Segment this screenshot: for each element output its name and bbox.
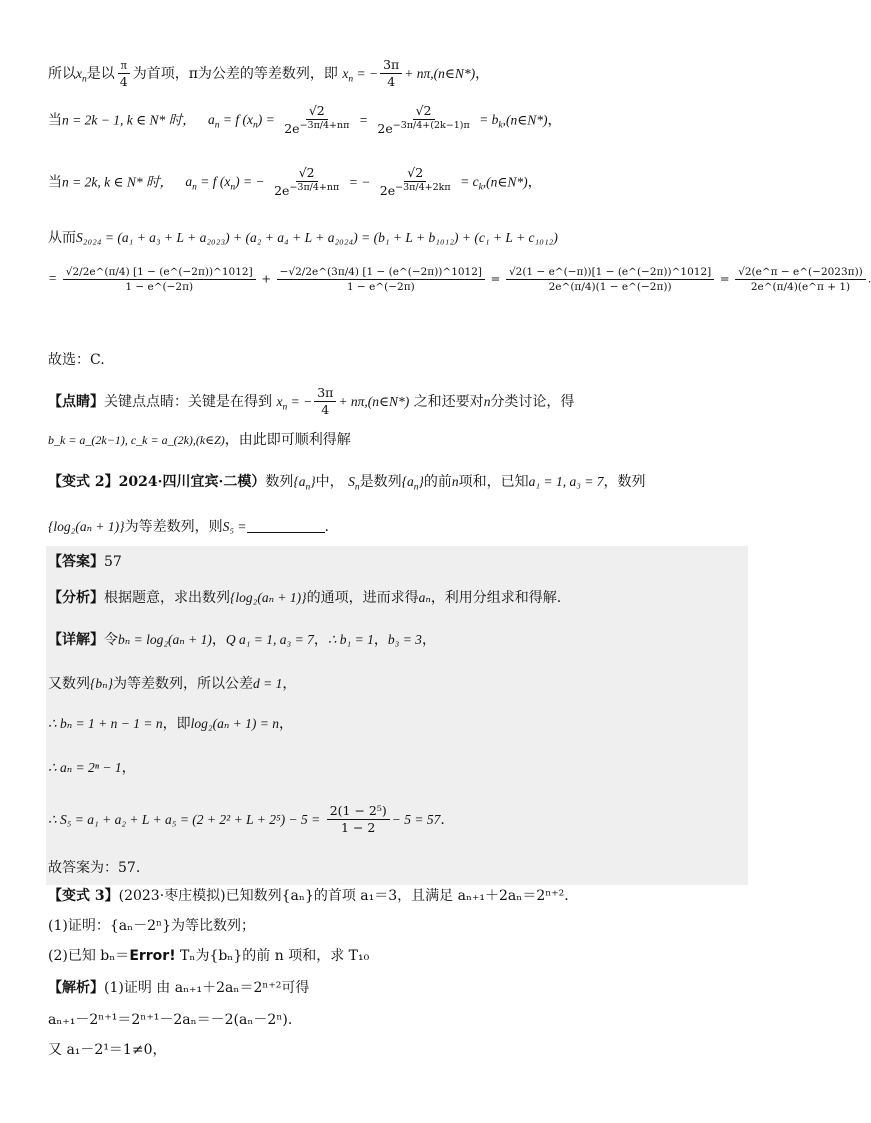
text-line-10: {log₂(aₙ + 1)}为等差数列，则S₅ = . [48, 519, 329, 535]
text-line-18: 故答案为：57. [48, 860, 141, 876]
text-line-20: (1)证明：{aₙ－2ⁿ}为等比数列； [48, 918, 256, 934]
text-line-16: ∴ aₙ = 2ⁿ − 1， [48, 760, 136, 776]
text-line-3: 当n = 2k, k ∈ N* 时， $a_n = f$ $(x_n)$ = − $\frac{√2}{2e^{-3\pi/4+n\pi}}$ = − $\frac{√2}{2e^{-3\pi/4+2k\pi}}$ = $c_k,(n\in N*)$， [48, 165, 542, 199]
text-line-14: 又数列{bₙ}为等差数列，所以公差d = 1， [48, 676, 297, 692]
text-line-15: ∴ bₙ = 1 + n − 1 = n，即log₂(aₙ + 1) = n， [48, 716, 294, 732]
text-line-5: = $\frac{√2/2e\^{}(\pi/4) [1 - (e\^{}(-2\pi))\^{}1012]}{1 - e\^{}(-2\pi)}$ + $\frac{-√2/2e\^{}(3\pi/4) [1 - (e\^{}(-2\pi))\^{}1012]}{1 - e\^{}(-2\pi)}$ = $\frac{√2(1 - e\^{}(-\pi))[1 - (e\^{}(-2\pi))\^{}1012]}{2e\^{}(\pi/4)(1 - e\^{}(-2\pi))}$ = $\frac{√2(e\^{}\pi - e\^{}(-2023\pi))}{2e\^{}(\pi/4)(e\^{}\pi + 1)}$ [48, 266, 871, 293]
text-line-23: aₙ₊₁－2ⁿ⁺¹＝2ⁿ⁺¹－2aₙ＝－2(aₙ－2ⁿ). [48, 1012, 293, 1028]
text-line-8: b_k = a_(2k−1), c_k = a_(2k),(k∈Z)，由此即可顺利得解 [48, 432, 351, 448]
answer-blank [247, 518, 325, 533]
text-line-4: 从而S₂₀₂₄ = (a₁ + a₃ + L + a₂₀₂₃) + (a₂ + a₄ + L + a₂₀₂₄) = (b₁ + L + b₁₀₁₂) + (c₁ + L + c₁₀₁₂) [48, 230, 558, 246]
text-line-21: (2)已知 bₙ＝Error! Tₙ为{bₙ}的前 n 项和，求 T₁₀ [48, 948, 370, 964]
text-line-19: 【变式 3】(2023·枣庄模拟)已知数列{aₙ}的首项 a₁＝3，且满足 aₙ₊₁＋2aₙ＝2ⁿ⁺². [48, 888, 569, 904]
text-line-24: 又 a₁－2¹＝1≠0， [48, 1042, 167, 1058]
text-line-12: 【分析】根据题意，求出数列{log₂(aₙ + 1)}的通项，进而求得aₙ，利用分组求和得解. [48, 590, 562, 606]
text-line-1: 所以$x_n$是以 $\frac{\pi}{4}$ 为首项，π为公差的等差数列，即 $x_n$ = − $\frac{3\pi}{4}$ + nπ,(n∈N*)， [48, 57, 490, 90]
text-line-7: 【点睛】关键点点睛：关键是在得到 $x_n$ = − $\frac{3\pi}{4}$ + nπ,(n∈N*) 之和还要对n分类讨论，得 [48, 385, 575, 418]
text-line-13: 【详解】令bₙ = log₂(aₙ + 1)，Q a₁ = 1, a₃ = 7，∴ b₁ = 1，b₃ = 3， [48, 632, 436, 648]
text-line-9: 【变式 2】2024·四川宜宾·二模）数列$\{a_n\}$中， $S_n$是数列$\{a_n\}$的前n项和，已知a₁ = 1, a₃ = 7，数列 [48, 474, 646, 493]
text-line-17: ∴ S₅ = a₁ + a₂ + L + a₅ = (2 + 2² + L + 2⁵) − 5 = $\frac{\text{2(1 − 2⁵)}}{1 - 2}$ − 5 = 57. [48, 803, 445, 836]
text-line-22: 【解析】(1)证明 由 aₙ₊₁＋2aₙ＝2ⁿ⁺²可得 [48, 980, 310, 996]
text-line-11: 【答案】57 [48, 554, 122, 570]
text-line-6: 故选：C. [48, 352, 105, 368]
text-line-2: 当n = 2k − 1, k ∈ N* 时， $a_n = f$ $(x_n)$ = $\frac{√2}{2e^{-3\pi/4+n\pi}}$ = $\frac{√2}{2e^{-3\pi/4+(2k-1)\pi}}$ = $b_k,(n\in N*)$， [48, 103, 562, 137]
